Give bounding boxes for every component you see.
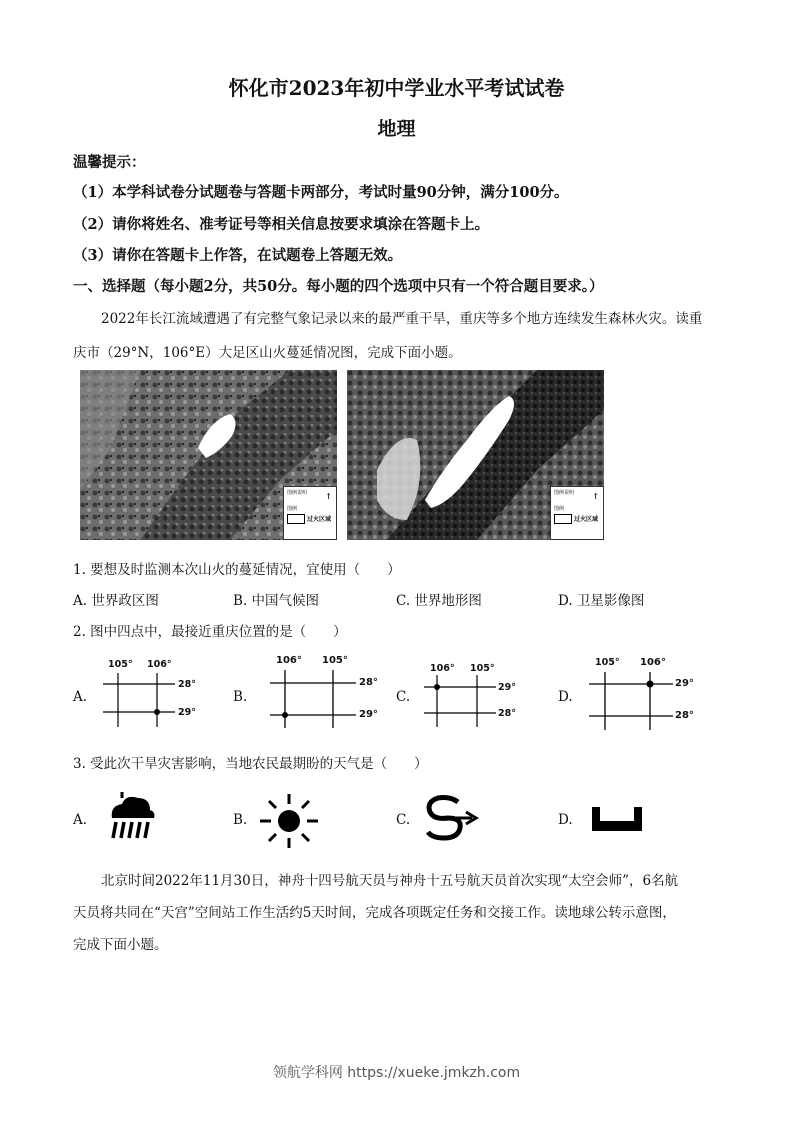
option-letter: B.	[233, 689, 248, 705]
sandstorm-icon	[420, 792, 480, 844]
tip-item: （3）请你在答题卡上作答，在试题卷上答题无效。	[73, 247, 403, 264]
latitude-label: 28°	[498, 708, 516, 719]
footer-watermark: 领航学科网 https://xueke.jmkzh.com	[272, 1065, 521, 1081]
grid-lines	[585, 650, 710, 732]
passage-line: 2022年长江流域遭遇了有完整气象记录以来的最严重干旱，重庆等多个地方连续发生森林火灾。读重	[101, 311, 703, 327]
legend-caption: 图例	[287, 506, 298, 512]
latitude-label: 28°	[675, 710, 694, 721]
legend-caption: 图例说明	[287, 490, 308, 496]
tips-heading: 温馨提示：	[73, 154, 146, 171]
grid-lines	[262, 650, 387, 732]
option-d: D. 卫星影像图	[558, 593, 645, 609]
legend-caption: 图例说明	[554, 490, 575, 496]
longitude-label: 106°	[276, 655, 302, 666]
grid-option-d	[585, 650, 710, 732]
legend-swatch	[554, 514, 572, 524]
option-letter: C.	[396, 689, 411, 705]
exam-title: 怀化市2023年初中学业水平考试试卷	[228, 76, 565, 100]
latitude-label: 28°	[359, 677, 378, 688]
option-letter: B.	[233, 812, 248, 828]
passage-line: 庆市（29°N，106°E）大足区山火蔓延情况图，完成下面小题。	[73, 345, 462, 361]
option-a: A. 世界政区图	[73, 593, 159, 609]
grid-option-b	[262, 650, 387, 732]
passage-line: 天员将共同在“天宫”空间站工作生活约5天时间，完成各项既定任务和交接工作。读地球公转示意图，	[73, 905, 676, 921]
legend-label: 过火区域	[307, 516, 332, 523]
option-letter: A.	[73, 689, 88, 705]
legend-swatch	[287, 514, 305, 524]
latitude-label: 29°	[178, 707, 196, 718]
map-legend	[283, 486, 337, 540]
latitude-label: 28°	[178, 679, 196, 690]
question-stem: 2. 图中四点中，最接近重庆位置的是（ ）	[73, 624, 347, 640]
legend-label: 过火区域	[574, 516, 599, 523]
grid-lines	[95, 655, 210, 730]
question-stem: 1. 要想及时监测本次山火的蔓延情况，宜使用（ ）	[73, 562, 401, 578]
north-arrow-icon: ↑	[592, 491, 599, 501]
passage-line: 完成下面小题。	[73, 937, 168, 953]
tip-item: （2）请你将姓名、准考证号等相关信息按要求填涂在答题卡上。	[73, 216, 490, 233]
sunny-icon	[256, 790, 322, 852]
option-letter: A.	[73, 812, 88, 828]
longitude-label: 105°	[322, 655, 348, 666]
latitude-label: 29°	[675, 678, 694, 689]
question-stem: 3. 受此次干旱灾害影响，当地农民最期盼的天气是（ ）	[73, 756, 428, 772]
north-arrow-icon: ↑	[325, 491, 332, 501]
longitude-label: 106°	[430, 663, 455, 674]
heavy-rain-icon	[102, 790, 158, 846]
tip-item: （1）本学科试卷分试题卷与答题卡两部分，考试时量90分钟，满分100分。	[73, 184, 569, 201]
grid-option-a	[95, 655, 210, 730]
satellite-image-after	[347, 370, 604, 540]
overcast-icon	[590, 803, 646, 833]
longitude-label: 106°	[640, 657, 666, 668]
grid-option-c	[420, 655, 535, 730]
satellite-image-before	[80, 370, 337, 540]
longitude-label: 106°	[147, 659, 172, 670]
option-letter: C.	[396, 812, 411, 828]
subject-title: 地理	[377, 118, 416, 140]
latitude-label: 29°	[359, 709, 378, 720]
option-c: C. 世界地形图	[396, 593, 482, 609]
map-legend	[550, 486, 604, 540]
longitude-label: 105°	[470, 663, 495, 674]
latitude-label: 29°	[498, 682, 516, 693]
section-heading: 一、选择题（每小题2分，共50分。每小题的四个选项中只有一个符合题目要求。）	[73, 278, 604, 295]
longitude-label: 105°	[108, 659, 133, 670]
longitude-label: 105°	[595, 657, 620, 668]
option-b: B. 中国气候图	[233, 593, 320, 609]
legend-caption: 图例	[554, 506, 565, 512]
option-letter: D.	[558, 689, 573, 705]
grid-lines	[420, 655, 535, 730]
option-letter: D.	[558, 812, 573, 828]
passage-line: 北京时间2022年11月30日，神舟十四号航天员与神舟十五号航天员首次实现“太空会师”，6名航	[101, 873, 679, 889]
